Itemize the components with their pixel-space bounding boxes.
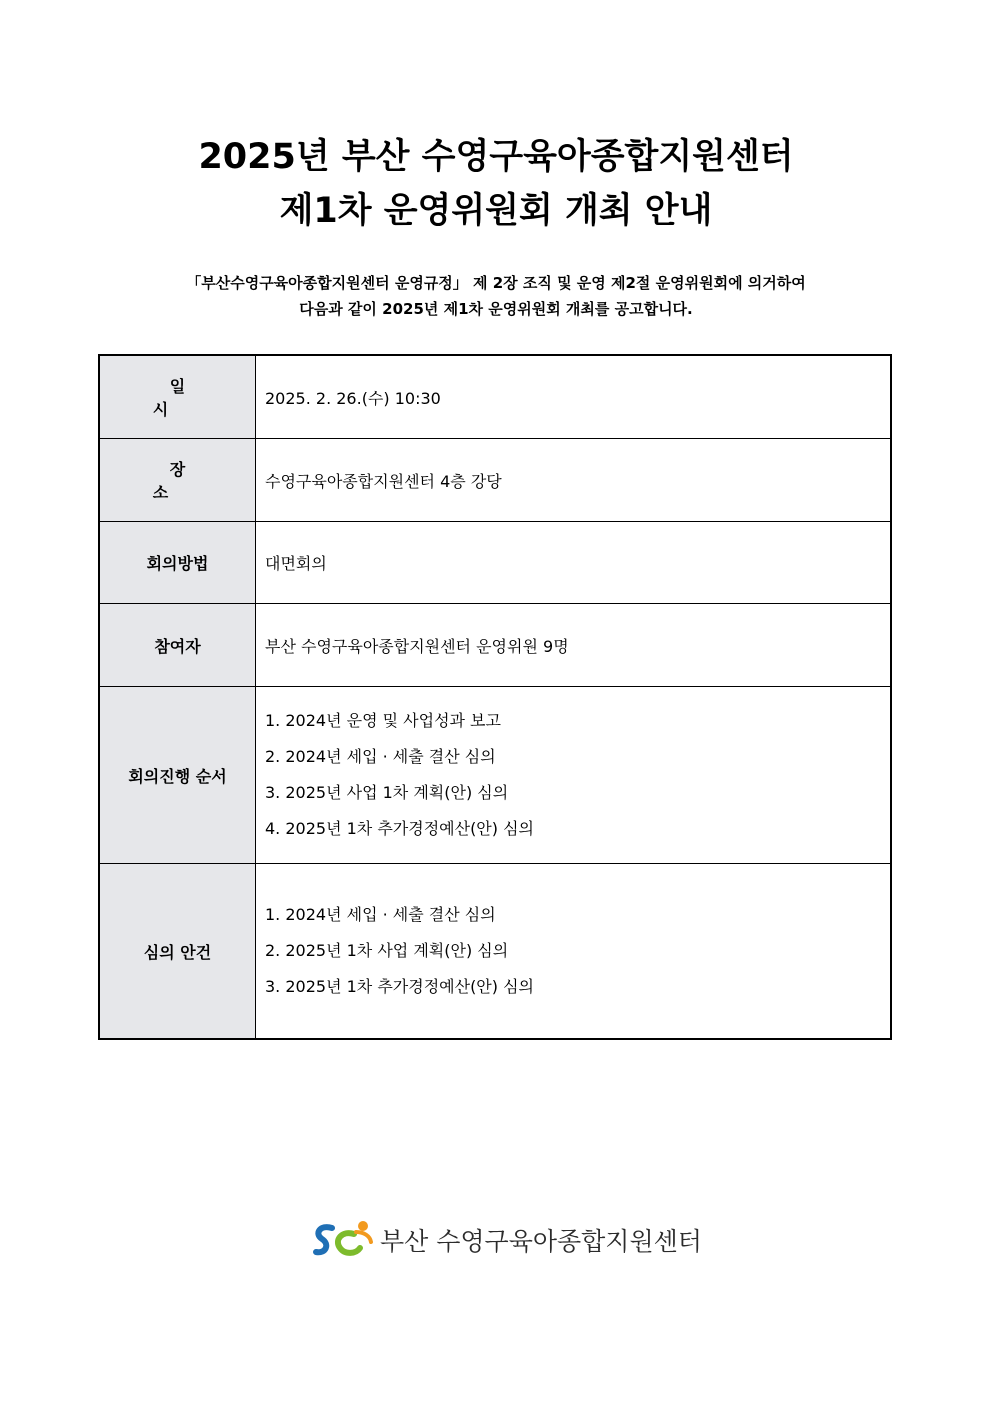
row-value-review-items bbox=[256, 864, 892, 1040]
footer-org-name: 부산 수영구육아종합지원센터 bbox=[380, 1227, 702, 1256]
intro-line2: 다음과 같이 2025년 제1차 운영위원회 개최를 공고합니다. bbox=[299, 300, 693, 318]
row-value-method: 대면회의 bbox=[256, 522, 892, 604]
table-row-place bbox=[99, 439, 891, 522]
list-item: 1. 2024년 운영 및 사업성과 보고 bbox=[265, 711, 501, 730]
table-row-method bbox=[99, 522, 891, 604]
row-label-place: 장 소 bbox=[99, 439, 256, 522]
row-value-participants: 부산 수영구육아종합지원센터 운영위원 9명 bbox=[256, 604, 892, 687]
footer-org bbox=[312, 1218, 702, 1262]
list-item: 3. 2025년 1차 추가경정예산(안) 심의 bbox=[265, 977, 535, 996]
list-item: 3. 2025년 사업 1차 계획(안) 심의 bbox=[265, 783, 509, 802]
list-item: 4. 2025년 1차 추가경정예산(안) 심의 bbox=[265, 819, 535, 838]
row-label-datetime: 일 시 bbox=[99, 355, 256, 439]
document-title-line2: 제1차 운영위원회 개최 안내 bbox=[279, 191, 713, 231]
row-label-review-items: 심의 안건 bbox=[99, 864, 256, 1040]
row-label-method: 회의방법 bbox=[99, 522, 256, 604]
row-value-place: 수영구육아종합지원센터 4층 강당 bbox=[256, 439, 892, 522]
table-row-review-items bbox=[99, 864, 891, 1040]
list-item: 2. 2025년 1차 사업 계획(안) 심의 bbox=[265, 941, 509, 960]
list-item: 2. 2024년 세입 · 세출 결산 심의 bbox=[265, 747, 496, 766]
table-row-datetime bbox=[99, 355, 891, 439]
intro-line1: 「부산수영구육아종합지원센터 운영규정」 제 2장 조직 및 운영 제2절 운영위원회에 의거하여 bbox=[186, 274, 806, 292]
meeting-info-table bbox=[98, 354, 892, 1040]
review-items-list bbox=[265, 897, 890, 1005]
row-label-participants: 참여자 bbox=[99, 604, 256, 687]
agenda-order-list bbox=[265, 703, 890, 847]
row-label-agenda-order: 회의진행 순서 bbox=[99, 687, 256, 864]
table-row-participants bbox=[99, 604, 891, 687]
table-row-agenda-order bbox=[99, 687, 891, 864]
row-value-agenda-order bbox=[256, 687, 892, 864]
row-value-datetime: 2025. 2. 26.(수) 10:30 bbox=[256, 355, 892, 439]
center-logo-icon bbox=[312, 1218, 374, 1262]
document-title-line1: 2025년 부산 수영구육아종합지원센터 bbox=[198, 137, 794, 177]
list-item: 1. 2024년 세입 · 세출 결산 심의 bbox=[265, 905, 496, 924]
